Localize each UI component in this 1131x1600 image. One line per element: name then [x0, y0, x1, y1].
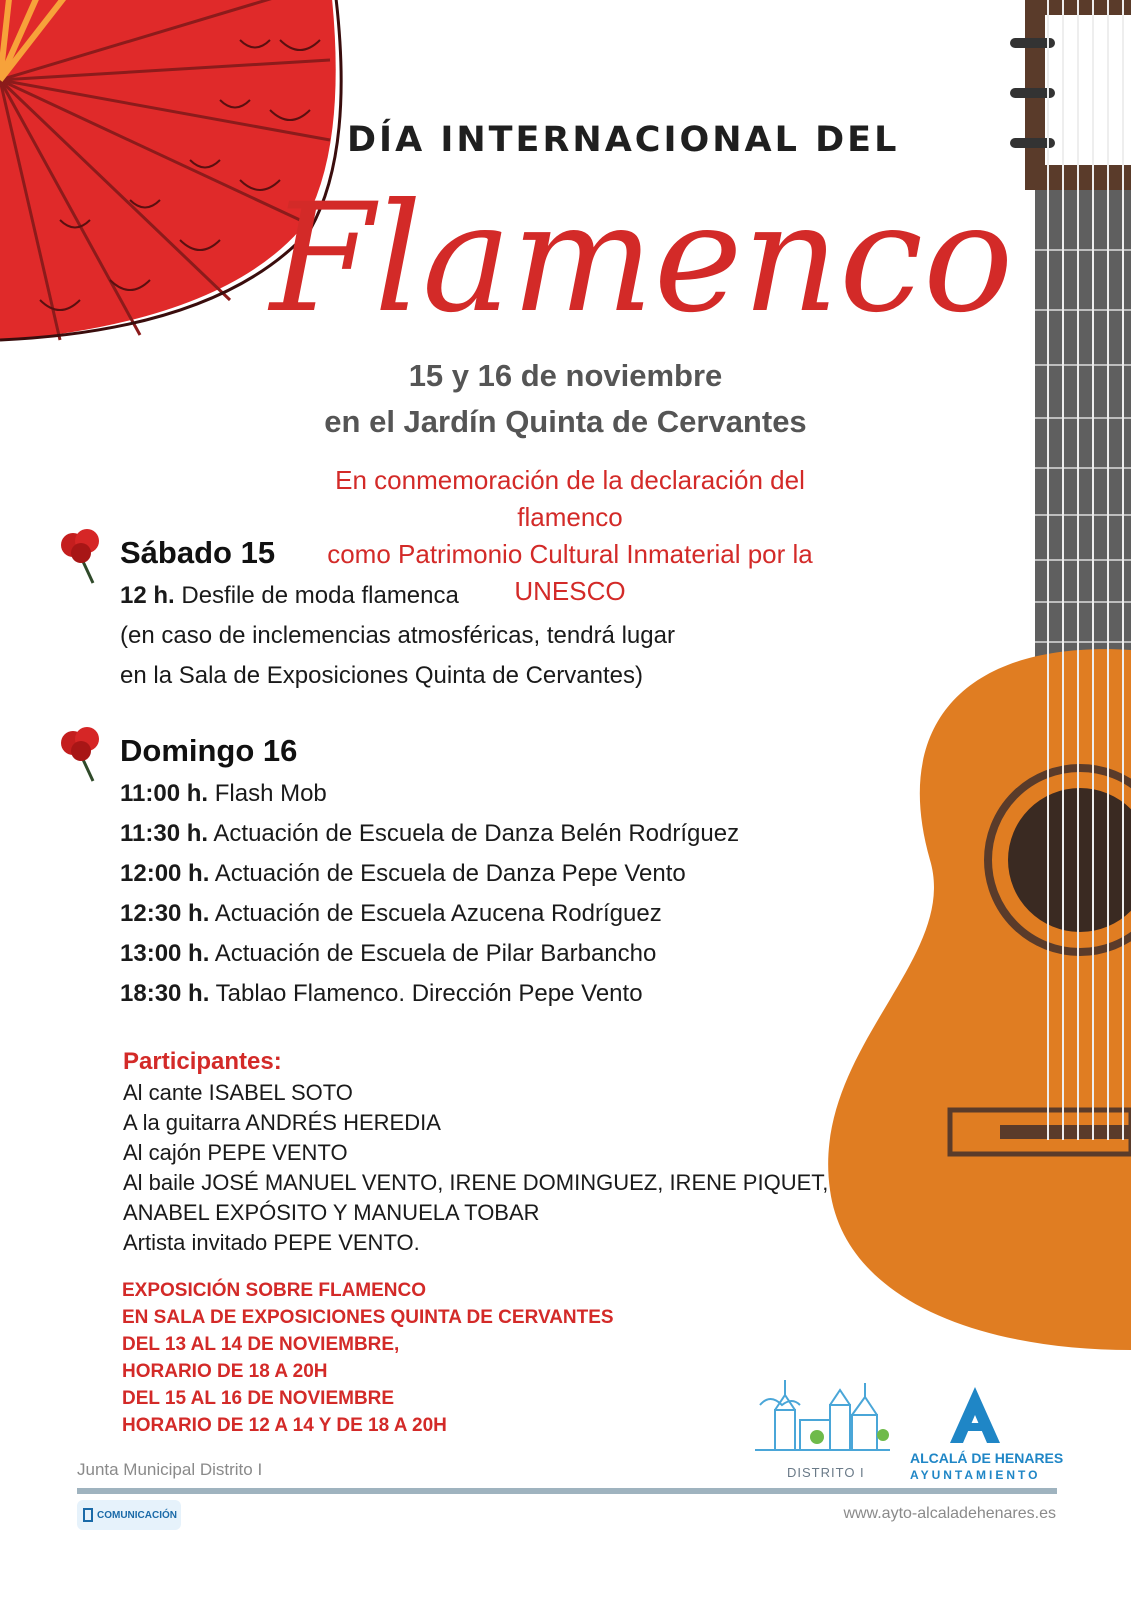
- carnation-icon: [55, 525, 110, 585]
- sunday-title: Domingo 16: [120, 733, 298, 768]
- participant-line: A la guitarra ANDRÉS HEREDIA: [123, 1110, 441, 1135]
- comunicacion-label: COMUNICACIÓN: [97, 1509, 177, 1521]
- exhibition-line: DEL 13 AL 14 DE NOVIEMBRE,: [122, 1334, 400, 1355]
- commemoration-line-1: En conmemoración de la declaración del flamenco: [335, 465, 805, 532]
- exhibition-line: DEL 15 AL 16 DE NOVIEMBRE: [122, 1388, 395, 1409]
- commemoration-line-2: como Patrimonio Cultural Inmaterial por la UNESCO: [327, 539, 813, 606]
- participant-line: ANABEL EXPÓSITO Y MANUELA TOBAR: [123, 1200, 540, 1225]
- ayuntamiento-a-logo: [945, 1385, 1005, 1445]
- script-title-text: Flamenco: [270, 172, 1014, 346]
- distrito-label: DISTRITO I: [787, 1465, 865, 1480]
- distrito-skyline-logo: [755, 1375, 890, 1455]
- event-dates: 15 y 16 de noviembre: [408, 358, 723, 393]
- exhibition-line: HORARIO DE 18 A 20H: [122, 1361, 328, 1382]
- saturday-item-1: 12 h. Desfile de moda flamenca: [120, 582, 459, 609]
- event-venue: en el Jardín Quinta de Cervantes: [324, 404, 807, 439]
- exhibition-line: HORARIO DE 12 A 14 Y DE 18 A 20H: [122, 1415, 447, 1436]
- event-heading: DÍA INTERNACIONAL DEL: [347, 120, 900, 160]
- comunicacion-logo: [77, 1500, 181, 1530]
- sunday-item-1: 11:00 h. Flash Mob: [120, 780, 327, 807]
- script-title-flamenco: [260, 160, 1014, 360]
- sunday-item-6: 18:30 h. Tablao Flamenco. Dirección Pepe Vento: [120, 980, 643, 1007]
- participants-label: Participantes:: [123, 1048, 282, 1075]
- ayuntamiento-name: ALCALÁ DE HENARES: [910, 1450, 1064, 1466]
- comunicacion-icon: [83, 1508, 93, 1522]
- participant-line: Al cajón PEPE VENTO: [123, 1140, 348, 1165]
- saturday-item-3: en la Sala de Exposiciones Quinta de Cervantes): [120, 662, 643, 689]
- sunday-item-4: 12:30 h. Actuación de Escuela Azucena Rodríguez: [120, 900, 662, 927]
- sunday-item-2: 11:30 h. Actuación de Escuela de Danza Belén Rodríguez: [120, 820, 740, 847]
- carnation-icon: [55, 723, 110, 783]
- sunday-item-3: 12:00 h. Actuación de Escuela de Danza Pepe Vento: [120, 860, 686, 887]
- participant-line: Artista invitado PEPE VENTO.: [123, 1230, 420, 1255]
- exhibition-line: EN SALA DE EXPOSICIONES QUINTA DE CERVANTES: [122, 1307, 614, 1328]
- footer-divider: [77, 1488, 1057, 1494]
- saturday-item-2: (en caso de inclemencias atmosféricas, tendrá lugar: [120, 622, 675, 649]
- participant-line: Al baile JOSÉ MANUEL VENTO, IRENE DOMINGUEZ, IRENE PIQUET,: [123, 1170, 829, 1195]
- participant-line: Al cante ISABEL SOTO: [123, 1080, 353, 1105]
- saturday-title: Sábado 15: [120, 535, 276, 570]
- exhibition-line: EXPOSICIÓN SOBRE FLAMENCO: [122, 1280, 427, 1301]
- sunday-item-5: 13:00 h. Actuación de Escuela de Pilar Barbancho: [120, 940, 657, 967]
- website-url[interactable]: www.ayto-alcaladehenares.es: [843, 1505, 1056, 1522]
- junta-municipal-label: Junta Municipal Distrito I: [77, 1460, 263, 1479]
- ayuntamiento-sub: AYUNTAMIENTO: [910, 1468, 1041, 1482]
